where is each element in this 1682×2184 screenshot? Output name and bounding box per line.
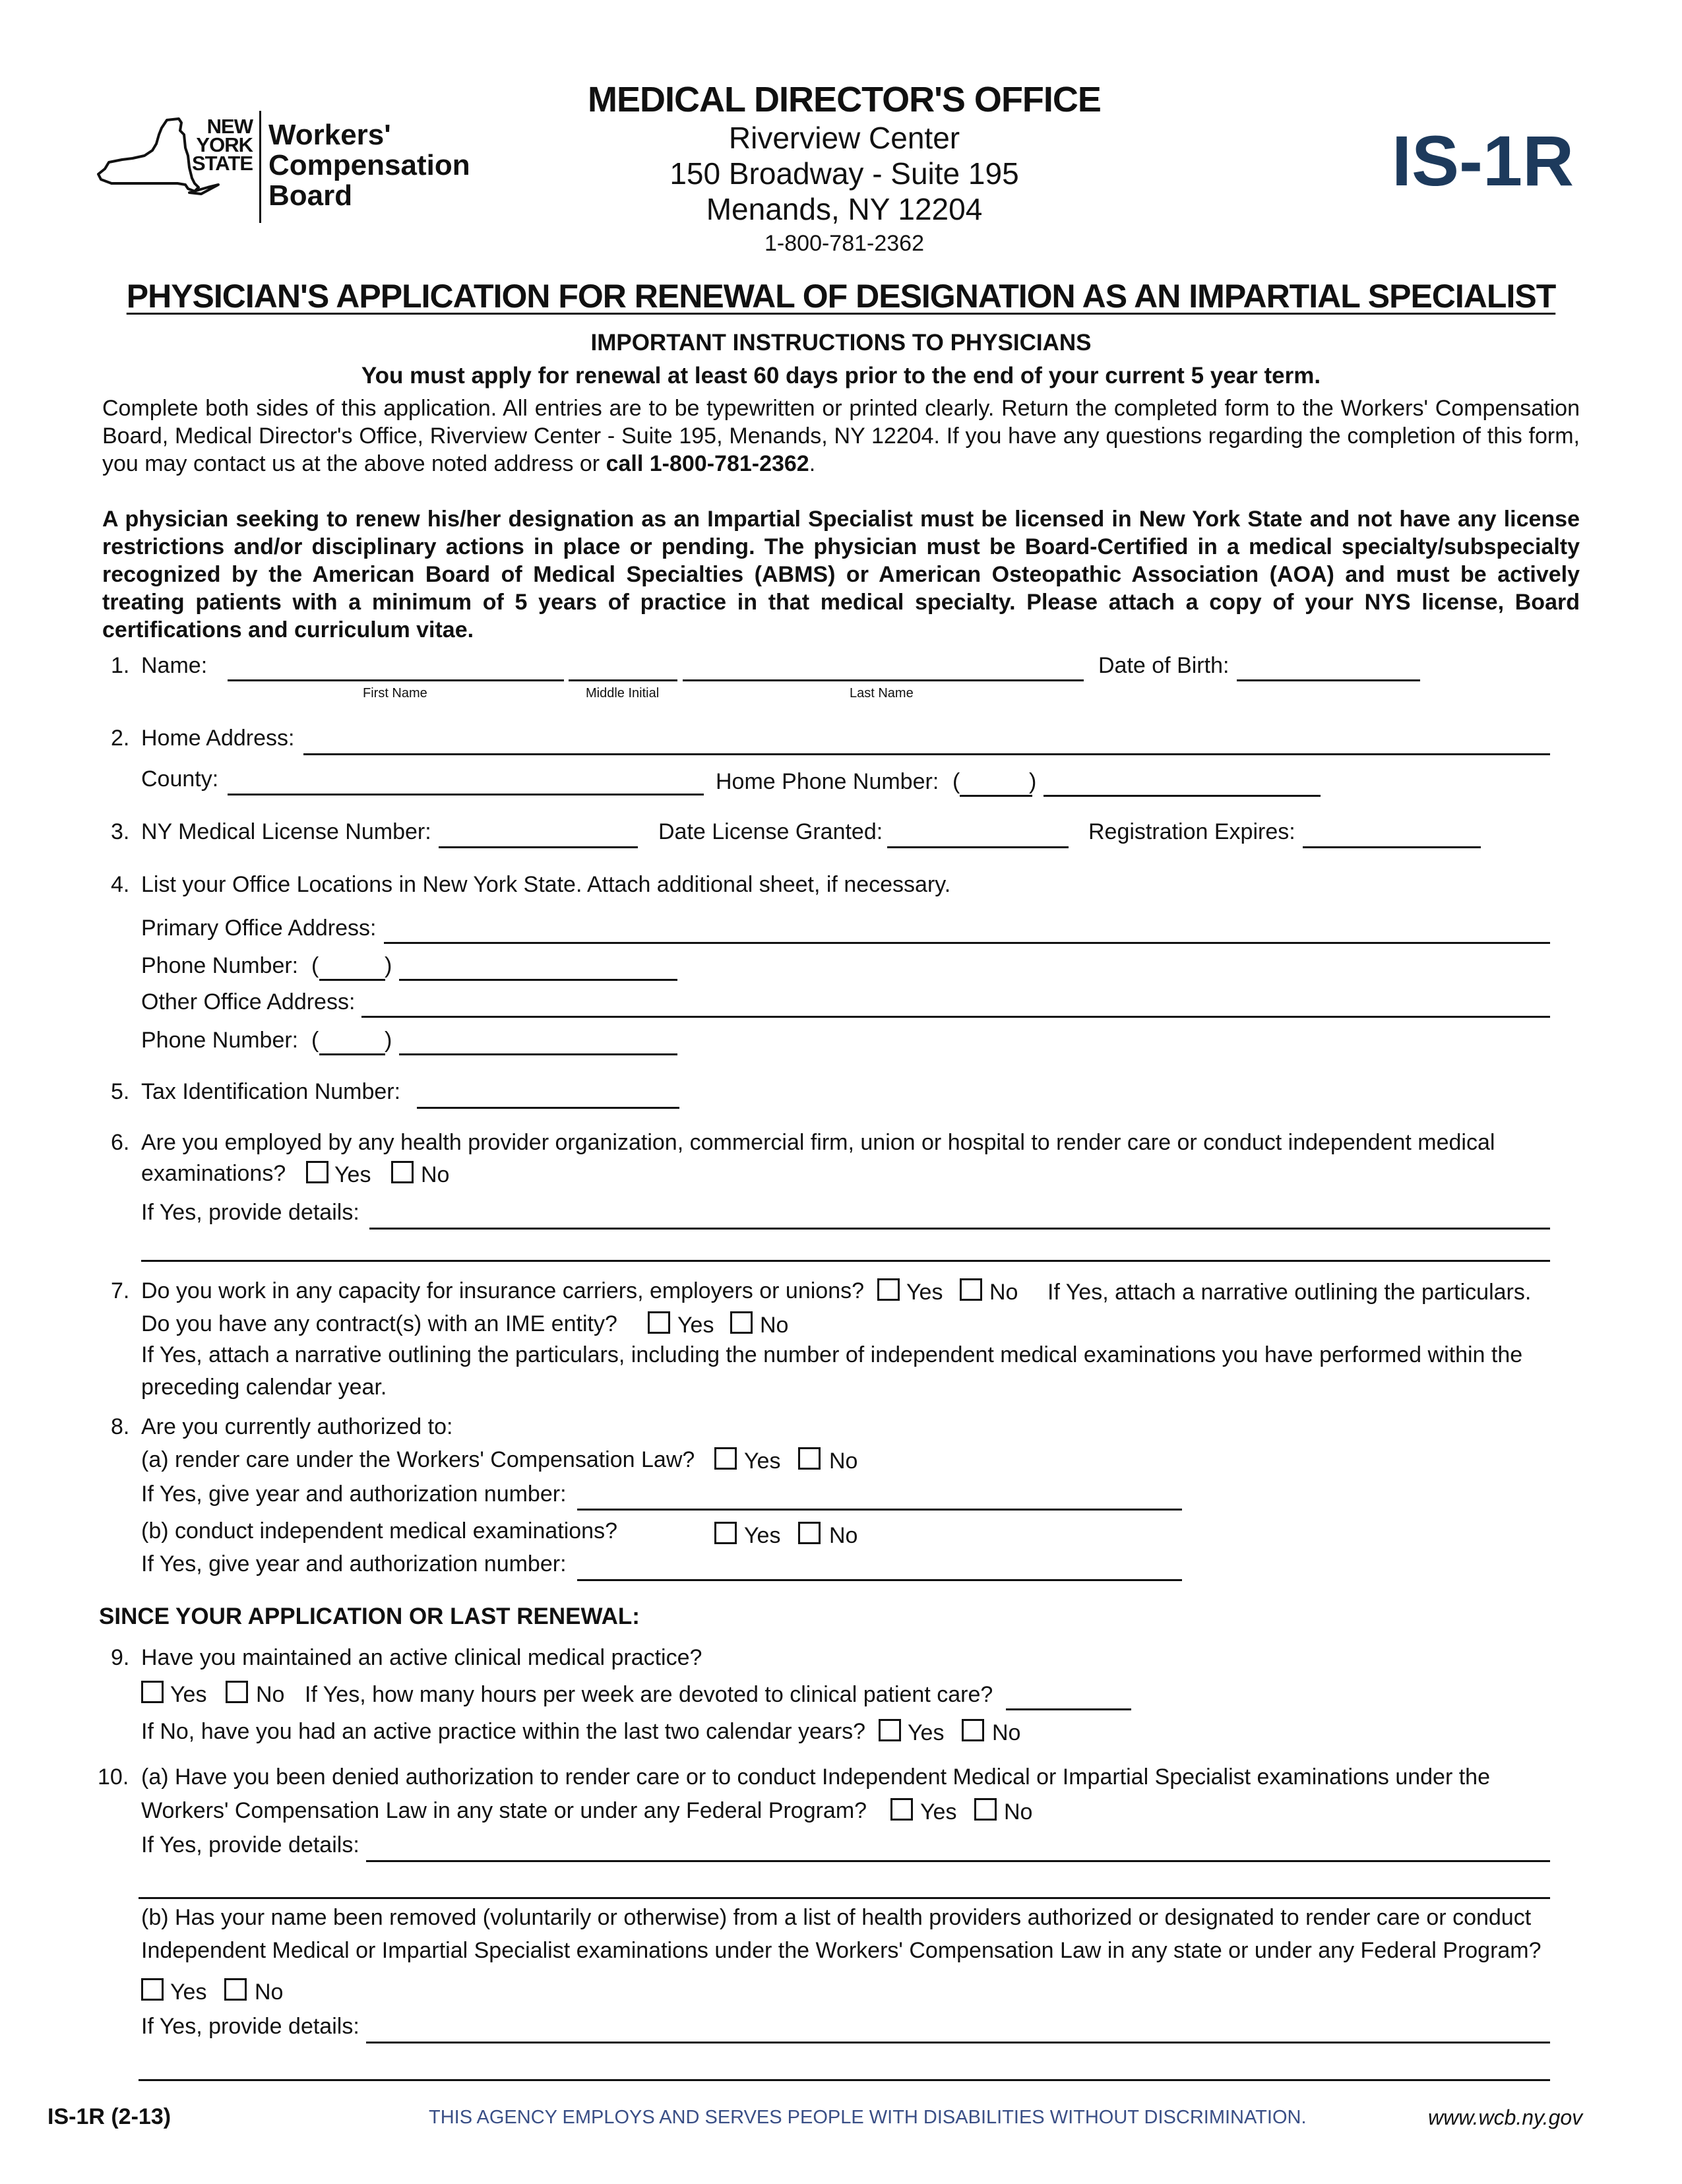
home-phone-paren-close: ) [1029,769,1037,794]
q7-question-line-1: Do you work in any capacity for insurance carriers, employers or unions? [141,1278,865,1303]
q1-name-label: Name: [141,653,208,678]
q10b-details-field[interactable] [366,2042,1550,2044]
q9-hours-field[interactable] [1006,1708,1131,1710]
q10a-yes-checkbox[interactable] [890,1798,913,1821]
other-phone-label: Phone Number: [141,1028,299,1053]
q10a-details-label: If Yes, provide details: [141,1832,359,1857]
q10a-no-checkbox[interactable] [974,1798,997,1821]
q5-number: 5. [111,1079,130,1104]
last-name-caption: Last Name [850,686,914,701]
q7-ime-yes-label: Yes [677,1313,714,1338]
other-phone-field[interactable] [399,1053,677,1055]
q8b-year-label: If Yes, give year and authorization number: [141,1551,567,1576]
instructions-paragraph-1: Complete both sides of this application. All entries are to be typewritten or printed clearly. Return the completed form to the Workers' Compensation Board, Medical Director's Office, Riverview Center - Suite 195, Menands, NY 12204. If you have any questions regarding the completion of this form, you may contact us at the above noted address or call 1-800-781-2362. [102,396,1580,476]
q7-carriers-yes-label: Yes [906,1280,943,1305]
q8b-yes-checkbox[interactable] [714,1522,737,1544]
primary-phone-paren-open: ( [311,953,319,978]
instructions-deadline: You must apply for renewal at least 60 days prior to the end of your current 5 year term. [361,363,1321,389]
q8a-label: (a) render care under the Workers' Compensation Law? [141,1447,695,1472]
q6-question-line-2: examinations? [141,1161,286,1186]
q7-question-line-2: Do you have any contract(s) with an IME entity? [141,1311,617,1336]
other-phone-paren-open: ( [311,1028,319,1053]
other-office-label: Other Office Address: [141,989,356,1014]
q2-number: 2. [111,726,130,751]
q9-practice-yes-checkbox[interactable] [879,1719,901,1741]
county-label: County: [141,766,219,792]
q6-details-label: If Yes, provide details: [141,1200,359,1225]
q10a-line-1: (a) Have you been denied authorization to render care or to conduct Independent Medical or Impartial Specialist examinations under the [141,1764,1490,1790]
q9-yes-label: Yes [170,1682,207,1707]
form-id: IS-1R [1392,121,1574,201]
office-phone: 1-800-781-2362 [764,231,924,256]
q6-question-line-1: Are you employed by any health provider organization, commercial firm, union or hospital to render care or conduct independent medical [141,1130,1495,1155]
q8b-label: (b) conduct independent medical examinations? [141,1518,618,1544]
primary-office-label: Primary Office Address: [141,916,377,941]
logo-york: YORK [196,133,253,156]
q8b-year-field[interactable] [577,1579,1182,1581]
other-phone-paren-close: ) [385,1028,392,1053]
license-granted-label: Date License Granted: [658,819,883,844]
q7-carriers-no-checkbox[interactable] [960,1278,982,1301]
q8-label: Are you currently authorized to: [141,1414,453,1439]
q9-yes-checkbox[interactable] [141,1681,164,1703]
form-revision: IS-1R (2-13) [47,2104,171,2129]
q7-question-line-4: preceding calendar year. [141,1375,387,1400]
q9-no-checkbox[interactable] [226,1681,248,1703]
license-number-field[interactable] [439,846,638,848]
primary-phone-paren-close: ) [385,953,392,978]
home-phone-field[interactable] [1043,795,1321,797]
q9-practice-yes-label: Yes [908,1720,945,1745]
form-title: PHYSICIAN'S APPLICATION FOR RENEWAL OF DESIGNATION AS AN IMPARTIAL SPECIALIST [126,278,1556,315]
home-phone-paren-open: ( [952,769,960,794]
dob-field[interactable] [1237,679,1420,681]
q10b-no-checkbox[interactable] [224,1978,247,2001]
q10a-line-2: Workers' Compensation Law in any state or under any Federal Program? [141,1798,867,1823]
q6-details-field-2[interactable] [141,1260,1550,1262]
q7-number: 7. [111,1278,130,1303]
dob-label: Date of Birth: [1098,653,1230,678]
q6-number: 6. [111,1130,130,1155]
q7-question-line-3: If Yes, attach a narrative outlining the particulars, including the number of independent medical examinations you have performed within the [141,1342,1523,1367]
q10a-yes-label: Yes [920,1799,957,1825]
home-address-field[interactable] [303,753,1550,755]
q8a-year-field[interactable] [577,1509,1182,1511]
q10a-no-label: No [1004,1799,1033,1825]
q1-number: 1. [111,653,130,678]
office-address-1: Riverview Center [728,121,960,155]
primary-phone-field[interactable] [399,979,677,981]
logo-board: Board [268,179,353,212]
office-address-2: 150 Broadway - Suite 195 [670,156,1019,191]
primary-office-field[interactable] [384,942,1550,944]
website: www.wcb.ny.gov [1428,2106,1583,2129]
q10b-details-field-2[interactable] [139,2079,1550,2081]
q10b-yes-label: Yes [170,1980,207,2005]
q7-ime-yes-checkbox[interactable] [648,1311,670,1334]
q9-no-practice-label: If No, have you had an active practice within the last two calendar years? [141,1719,866,1744]
other-phone-area-code-field[interactable] [319,1053,385,1055]
q8b-no-label: No [829,1523,858,1548]
logo-compensation: Compensation [268,149,470,181]
q9-number: 9. [111,1645,130,1670]
q8a-yes-checkbox[interactable] [714,1447,737,1470]
q9-label: Have you maintained an active clinical medical practice? [141,1645,702,1670]
middle-initial-field[interactable] [569,679,677,681]
home-address-label: Home Address: [141,726,295,751]
q9-no-label: No [256,1682,285,1707]
home-phone-area-code-field[interactable] [960,795,1032,797]
q8b-yes-label: Yes [744,1523,781,1548]
q10b-line-1: (b) Has your name been removed (voluntarily or otherwise) from a list of health providers authorized or designated to render care or conduct [141,1905,1532,1930]
q7-carriers-no-label: No [989,1280,1018,1305]
q10a-details-field-2[interactable] [139,1897,1550,1899]
q4-number: 4. [111,872,130,897]
instructions-heading: IMPORTANT INSTRUCTIONS TO PHYSICIANS [590,330,1092,356]
q3-number: 3. [111,819,130,844]
registration-expires-label: Registration Expires: [1088,819,1295,844]
q7-carriers-yes-checkbox[interactable] [877,1278,900,1301]
q10b-details-label: If Yes, provide details: [141,2014,359,2039]
office-title: MEDICAL DIRECTOR'S OFFICE [588,80,1101,119]
instructions-text: Complete both sides of this application. All entries are to be typewritten or printed clearly. Return the completed form to the Workers' Compensation Board, Medical Director's Office, Riverview Center - Suite 195, Menands, NY 12204. If you have any questions regarding the completion of this form, you may contact us at the above noted address or [102,396,1580,476]
first-name-caption: First Name [363,686,427,701]
q7-ime-no-checkbox[interactable] [730,1311,753,1334]
q10b-yes-checkbox[interactable] [141,1978,164,2001]
q8a-year-label: If Yes, give year and authorization number: [141,1482,567,1507]
q6-no-checkbox[interactable] [391,1161,414,1183]
q8a-yes-label: Yes [744,1449,781,1474]
logo-state: STATE [191,152,253,175]
office-block [547,79,1141,260]
tax-id-label: Tax Identification Number: [141,1079,401,1104]
q10a-details-field[interactable] [366,1860,1550,1862]
q7-attach-note: If Yes, attach a narrative outlining the particulars. [1047,1280,1532,1305]
instructions-call: call 1-800-781-2362 [606,451,809,476]
tax-id-field[interactable] [417,1107,679,1109]
office-address-3: Menands, NY 12204 [706,192,983,226]
q9-practice-no-checkbox[interactable] [962,1719,984,1741]
q9-practice-no-label: No [992,1720,1021,1745]
logo-divider [259,111,261,223]
q7-ime-no-label: No [760,1313,789,1338]
logo-new: NEW [206,115,253,138]
primary-phone-label: Phone Number: [141,953,299,978]
q8-number: 8. [111,1414,130,1439]
q10b-no-label: No [255,1980,284,2005]
q10-number: 10. [98,1764,129,1790]
middle-initial-caption: Middle Initial [586,686,660,701]
home-phone-label: Home Phone Number: [716,769,939,794]
since-heading: SINCE YOUR APPLICATION OR LAST RENEWAL: [99,1604,640,1629]
registration-expires-field[interactable] [1303,846,1481,848]
instructions-paragraph-2: A physician seeking to renew his/her designation as an Impartial Specialist must be licensed in New York State and not have any license restrictions and/or disciplinary actions in place or pending. The physician must be Board-Certified in a medical specialty/subspecialty recognized by the American Board of Medical Specialties (ABMS) or American Osteopathic Association (AOA) and must be actively treating patients with a minimum of 5 years of practice in that medical specialty. Please attach a copy of your NYS license, Board certifications and curriculum vitae. [102,507,1580,642]
license-number-label: NY Medical License Number: [141,819,431,844]
q6-yes-checkbox[interactable] [306,1161,328,1183]
q8a-no-label: No [829,1449,858,1474]
primary-phone-area-code-field[interactable] [319,979,385,981]
nondiscrimination-statement: THIS AGENCY EMPLOYS AND SERVES PEOPLE WITH DISABILITIES WITHOUT DISCRIMINATION. [429,2107,1307,2128]
license-granted-field[interactable] [887,846,1069,848]
q6-details-field[interactable] [369,1228,1550,1230]
q6-no-label: No [421,1162,450,1187]
q6-yes-label: Yes [334,1162,371,1187]
other-office-field[interactable] [361,1016,1550,1018]
q9-hours-label: If Yes, how many hours per week are devoted to clinical patient care? [305,1682,993,1707]
q10b-line-2: Independent Medical or Impartial Specialist examinations under the Workers' Compensation Law in any state or under any Federal Program? [141,1938,1542,1963]
logo-workers: Workers' [268,119,391,151]
county-field[interactable] [228,794,704,796]
q8b-no-checkbox[interactable] [798,1522,821,1544]
first-name-field[interactable] [228,679,564,681]
office-locations-label: List your Office Locations in New York State. Attach additional sheet, if necessary. [141,872,951,897]
nys-logo [96,111,472,226]
last-name-field[interactable] [683,679,1084,681]
q8a-no-checkbox[interactable] [798,1447,821,1470]
